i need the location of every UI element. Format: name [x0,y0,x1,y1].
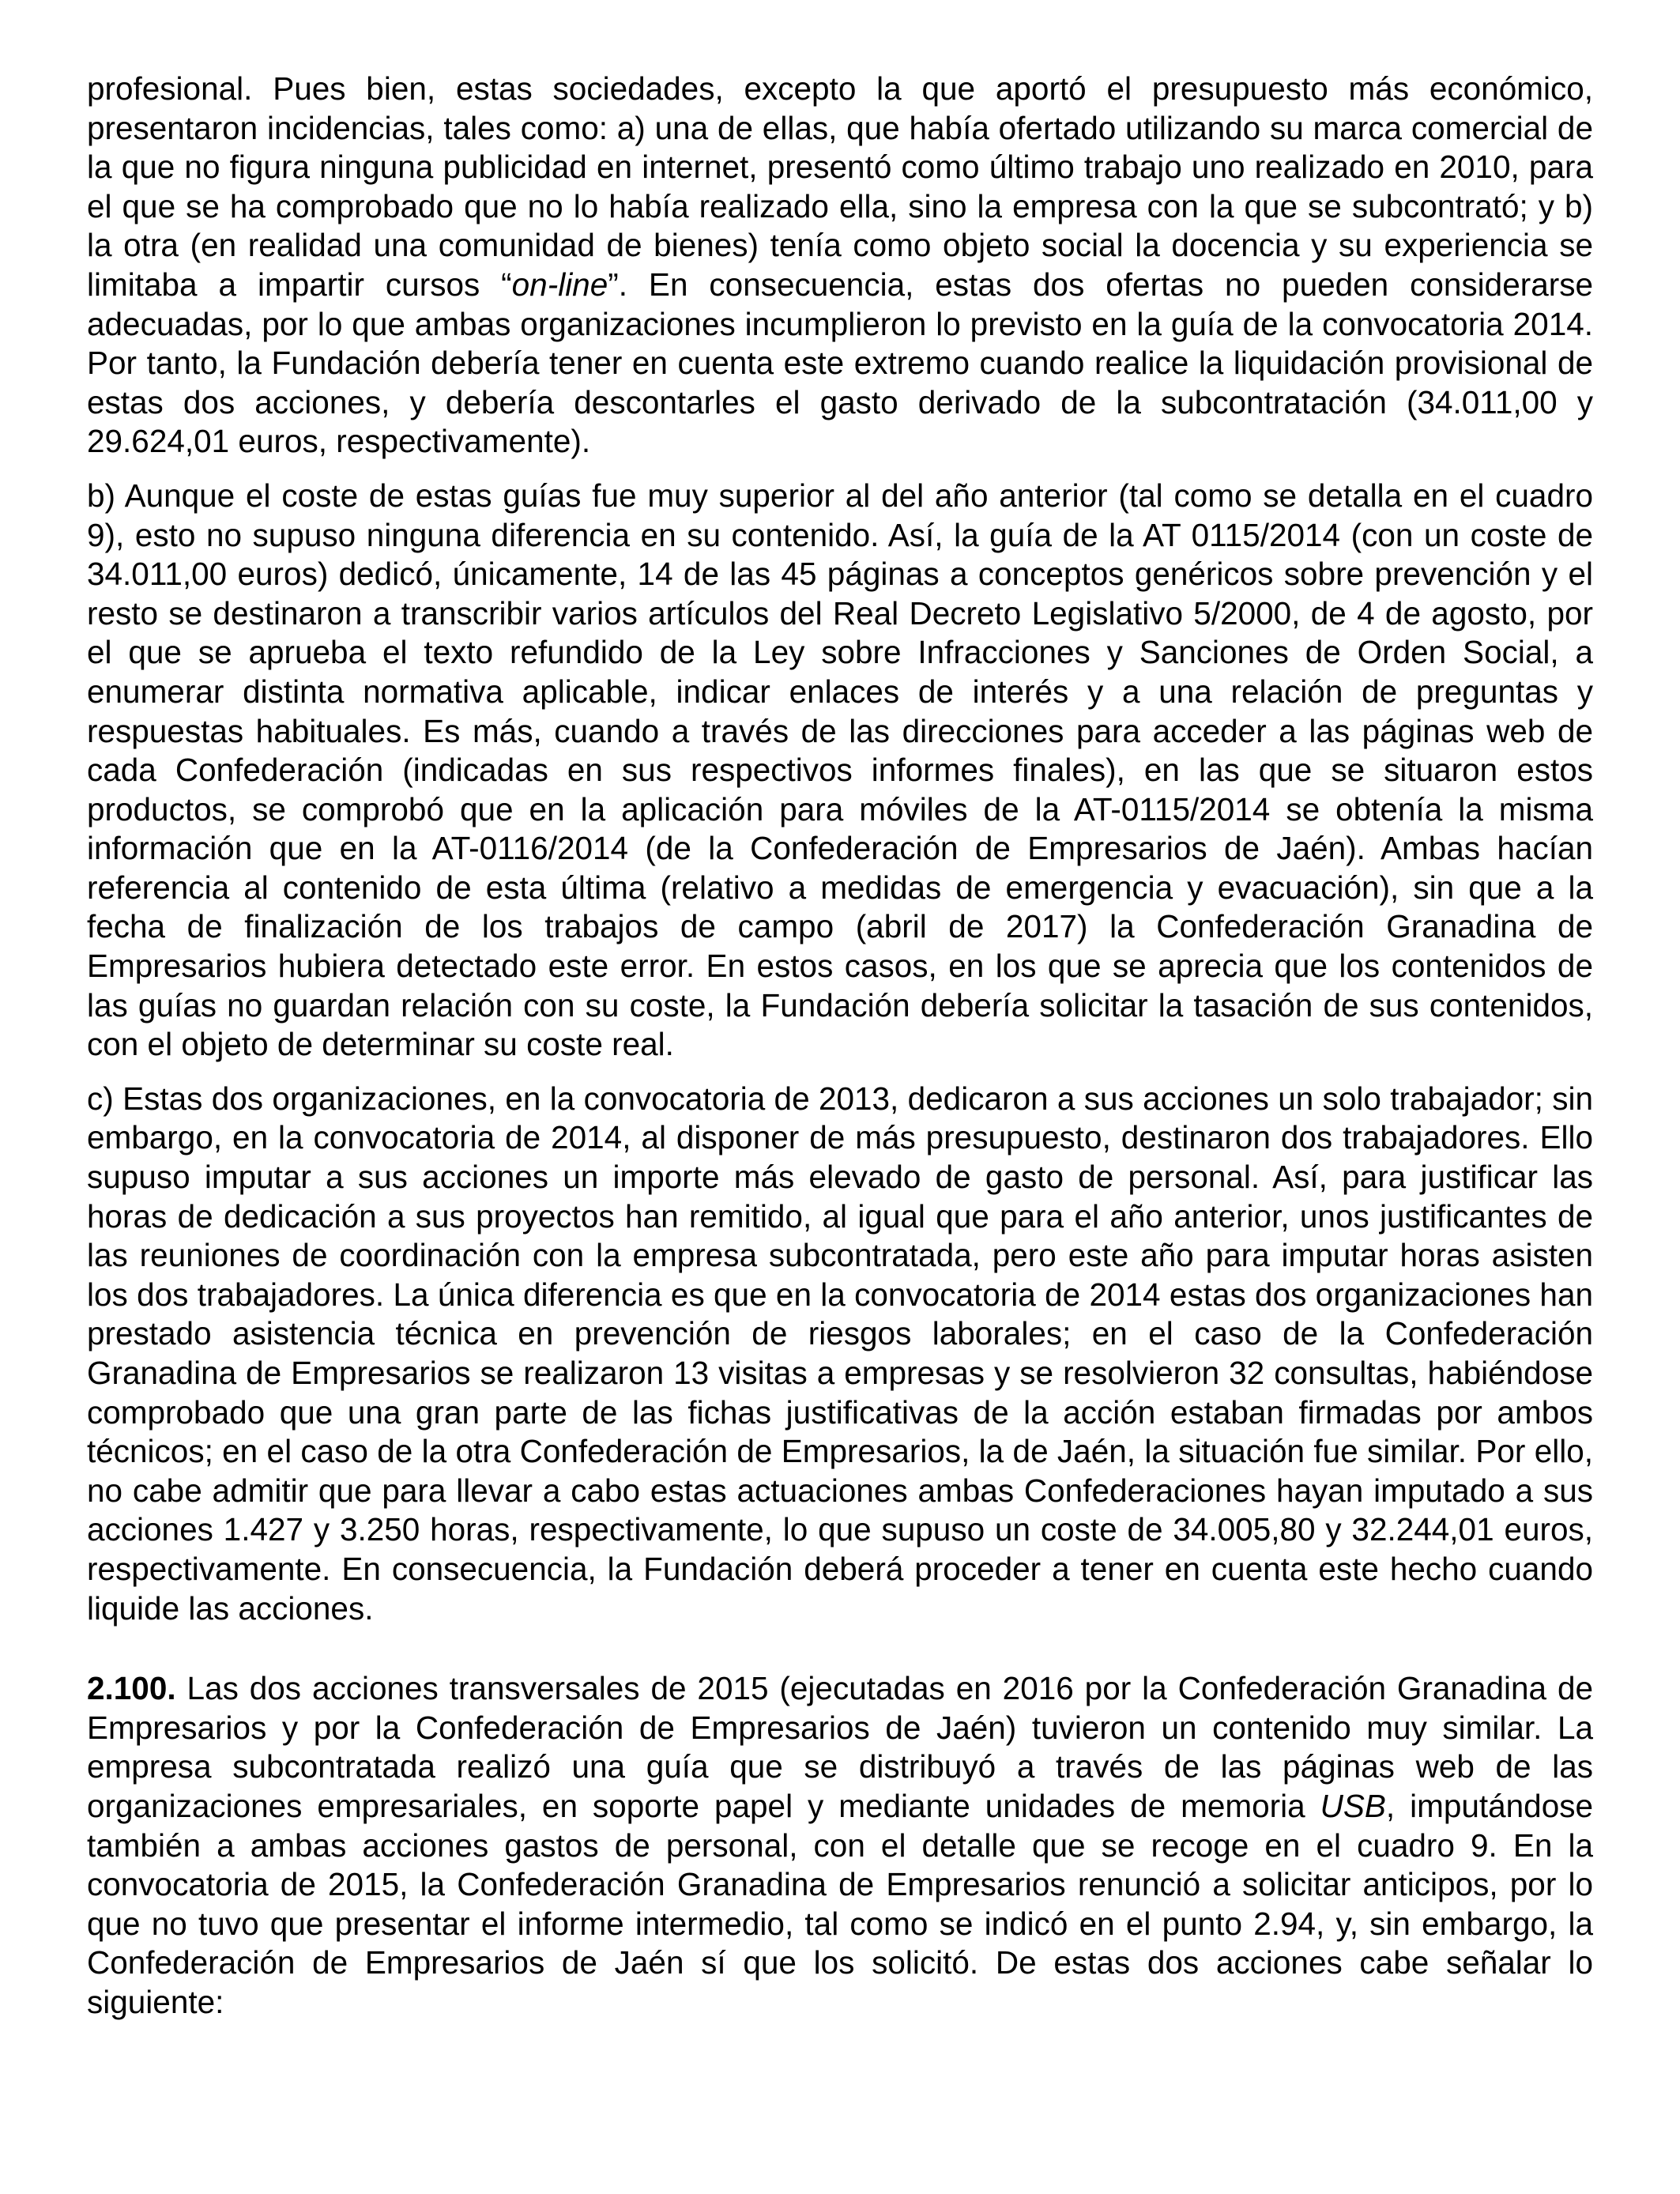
paragraph-number: 2.100. [87,1670,176,1707]
paragraph-b-guide-costs [87,477,1593,1065]
text-run: profesional. Pues bien, estas sociedades, excepto la que aportó el presupuesto más económico, presentaron incidencias, tales como: a) una de ellas, que había ofertado utilizando su marca comercial de la que no figura ninguna publicidad en internet, presentó como último trabajo uno realizado en 2010, para el que se ha comprobado que no lo había realizado ella, sino la empresa con la que se subcontrató; y b) la otra (en realidad una comunidad de bienes) tenía como objeto social la docencia y su experiencia se limitaba a impartir cursos “ [87,70,1593,303]
italic-text-run: on-line [511,266,608,303]
text-run: c) Estas dos organizaciones, en la convocatoria de 2013, dedicaron a sus acciones un solo trabajador; sin embargo, en la convocatoria de 2014, al disponer de más presupuesto, destinaron dos trabajadores. Ello supuso imputar a sus acciones un importe más elevado de gasto de personal. Así, para justificar las horas de dedicación a sus proyectos han remitido, al igual que para el año anterior, unos justificantes de las reuniones de coordinación con la empresa subcontratada, pero este año para imputar horas asisten los dos trabajadores. La única diferencia es que en la convocatoria de 2014 estas dos organizaciones han prestado asistencia técnica en prevención de riesgos laborales; en el caso de la Confederación Granadina de Empresarios se realizaron 13 visitas a empresas y se resolvieron 32 consultas, habiéndose comprobado que una gran parte de las fichas justificativas de la acción estaban firmadas por ambos técnicos; en el caso de la otra Confederación de Empresarios, la de Jaén, la situación fue similar. Por ello, no cabe admitir que para llevar a cabo estas actuaciones ambas Confederaciones hayan imputado a sus acciones 1.427 y 3.250 horas, respectivamente, lo que supuso un coste de 34.005,80 y 32.244,01 euros, respectivamente. En consecuencia, la Fundación deberá proceder a tener en cuenta este hecho cuando liquide las acciones. [87,1080,1593,1627]
text-run: , imputándose también a ambas acciones gastos de personal, con el detalle que se recoge en el cuadro 9. En la convocatoria de 2015, la Confederación Granadina de Empresarios renunció a solicitar anticipos, por lo que no tuvo que presentar el informe intermedio, tal como se indicó en el punto 2.94, y, sin embargo, la Confederación de Empresarios de Jaén sí que los solicitó. De estas dos acciones cabe señalar lo siguiente: [87,1787,1593,2020]
text-run: Las dos acciones transversales de 2015 (ejecutadas en 2016 por la Confederación Granadina de Empresarios y por la Confederación de Empresarios de Jaén) tuvieron un contenido muy similar. La empresa subcontratada realizó una guía que se distribuyó a través de las páginas web de las organizaciones empresariales, en soporte papel y mediante unidades de memoria [87,1670,1593,1824]
italic-text-run: USB [1320,1787,1386,1824]
paragraph-subcontracting-incidents [87,70,1593,462]
text-run: ”. En consecuencia, estas dos ofertas no pueden considerarse adecuadas, por lo que ambas organizaciones incumplieron lo previsto en la guía de la convocatoria 2014. Por tanto, la Fundación debería tener en cuenta este extremo cuando realice la liquidación provisional de estas dos acciones, y debería descontarles el gasto derivado de la subcontratación (34.011,00 y 29.624,01 euros, respectivamente). [87,266,1593,460]
document-page [87,70,1593,2038]
text-run: b) Aunque el coste de estas guías fue muy superior al del año anterior (tal como se detalla en el cuadro 9), esto no supuso ninguna diferencia en su contenido. Así, la guía de la AT 0115/2014 (con un coste de 34.011,00 euros) dedicó, únicamente, 14 de las 45 páginas a conceptos genéricos sobre prevención y el resto se destinaron a transcribir varios artículos del Real Decreto Legislativo 5/2000, de 4 de agosto, por el que se aprueba el texto refundido de la Ley sobre Infracciones y Sanciones de Orden Social, a enumerar distinta normativa aplicable, indicar enlaces de interés y a una relación de preguntas y respuestas habituales. Es más, cuando a través de las direcciones para acceder a las páginas web de cada Confederación (indicadas en sus respectivos informes finales), en las que se situaron estos productos, se comprobó que en la aplicación para móviles de la AT-0115/2014 se obtenía la misma información que en la AT-0116/2014 (de la Confederación de Empresarios de Jaén). Ambas hacían referencia al contenido de esta última (relativo a medidas de emergencia y evacuación), sin que a la fecha de finalización de los trabajos de campo (abril de 2017) la Confederación Granadina de Empresarios hubiera detectado este error. En estos casos, en los que se aprecia que los contenidos de las guías no guardan relación con su coste, la Fundación debería solicitar la tasación de sus contenidos, con el objeto de determinar su coste real. [87,477,1593,1063]
paragraph-c-personnel-costs [87,1080,1593,1628]
paragraph-2-100 [87,1669,1593,2022]
